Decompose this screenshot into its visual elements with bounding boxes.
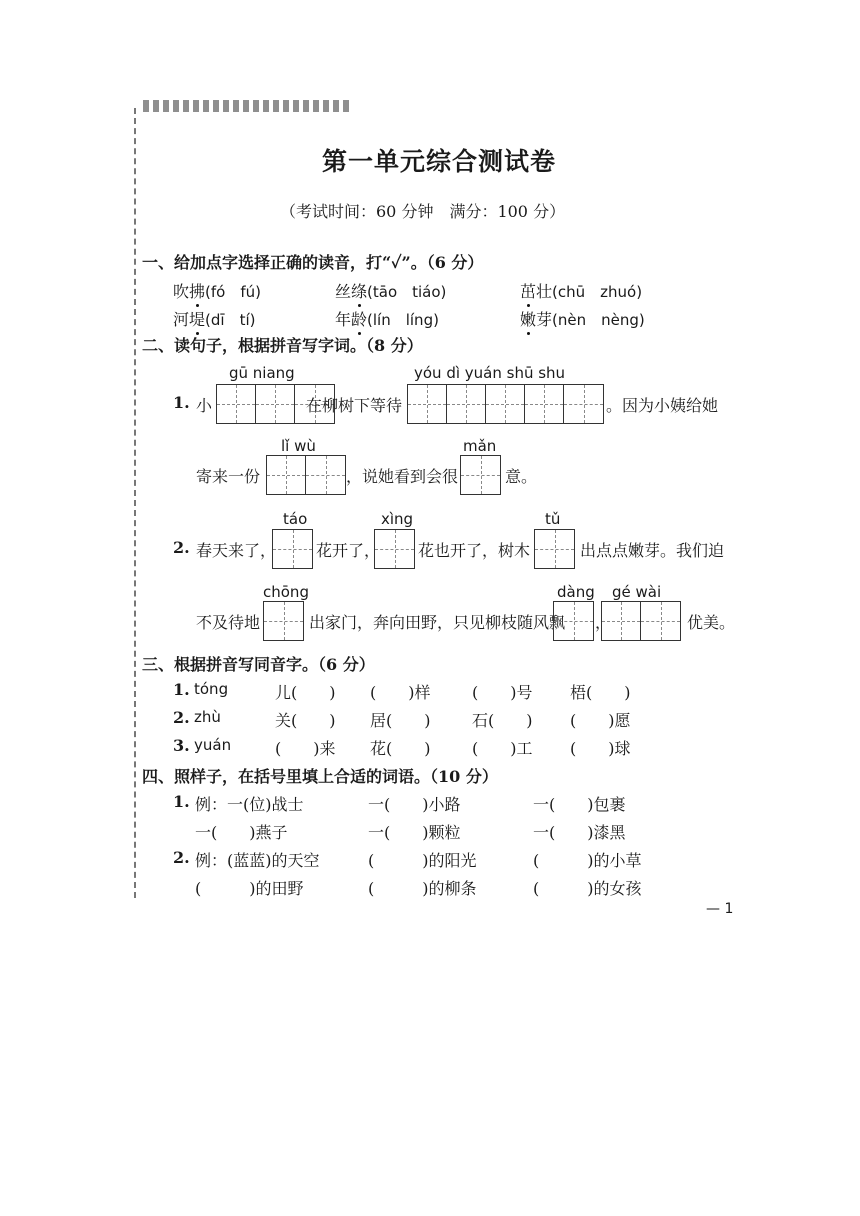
s4-r2-col-1: 一( )燕子: [195, 823, 288, 842]
s1-item-2: 丝绦(tāo tiáo): [335, 279, 446, 302]
s2-q2-pinyin-5: dàng: [557, 583, 595, 601]
s2-q2-text-1: 春天来了，: [196, 541, 277, 560]
s2-q1-text-1: 小: [196, 396, 213, 415]
s2-q2-pinyin-3: tǔ: [545, 510, 561, 528]
binding-strip: [143, 100, 353, 112]
s3-row-2-pinyin: zhù: [194, 708, 221, 726]
s2-q2-pinyin-2: xìng: [381, 510, 414, 528]
s2-q1-writing-grid-4[interactable]: [460, 455, 501, 495]
s3-row-2-col-2: 居( ): [370, 711, 431, 730]
s3-row-1-col-3: ( )号: [472, 683, 533, 702]
s2-q1-text-5: ，说她看到会很: [346, 467, 459, 486]
s1-item-3: 茁壮(chū zhuó): [520, 279, 642, 302]
s4-r4-col-2: ( )的柳条: [368, 879, 477, 898]
s3-row-2-col-3: 石( ): [472, 711, 533, 730]
s2-q1-text-3: 。因为小姨给她: [606, 396, 719, 415]
s2-q1-number: 1.: [173, 393, 190, 412]
s3-row-1-pinyin: tóng: [194, 680, 229, 698]
page-subtitle: （考试时间：60 分钟 满分：100 分）: [280, 202, 566, 221]
s2-q1-pinyin-1: gū niang: [229, 364, 295, 382]
s3-row-1-number: 1.: [173, 680, 190, 699]
s2-q2-text-8: 优美。: [687, 613, 736, 632]
section-1-heading: 一、给加点字选择正确的读音，打“✓”。（6 分）: [142, 253, 484, 272]
s2-q1-text-4: 寄来一份: [196, 467, 261, 486]
s3-row-3-number: 3.: [173, 736, 190, 755]
s2-q2-text-2: 花开了，: [316, 541, 381, 560]
s2-q1-text-6: 意。: [505, 467, 538, 486]
s2-q1-text-2: 在柳树下等待: [306, 396, 403, 415]
s2-q2-writing-grid-4[interactable]: [263, 601, 304, 641]
page-title: 第一单元综合测试卷: [322, 147, 557, 176]
s4-r2-col-3: 一( )漆黑: [533, 823, 626, 842]
s3-row-1-col-2: ( )样: [370, 683, 431, 702]
s4-r3-col-3: ( )的小草: [533, 851, 642, 870]
s4-r4-col-1: ( )的田野: [195, 879, 304, 898]
page-number: — 1: [706, 901, 734, 917]
s2-q1-pinyin-4: mǎn: [463, 437, 497, 455]
s2-q2-writing-grid-6[interactable]: [601, 601, 681, 641]
s1-item-4: 河堤(dī tí): [173, 307, 255, 330]
s2-q1-writing-grid-3[interactable]: [266, 455, 346, 495]
s4-r1-col-2: 一( )小路: [368, 795, 461, 814]
s3-row-3-pinyin: yuán: [194, 736, 232, 754]
s2-q2-text-6: 出家门，奔向田野，只见柳枝随风飘: [309, 613, 566, 632]
s1-item-6: 嫩芽(nèn nèng): [520, 307, 645, 330]
s3-row-1-col-1: 儿( ): [275, 683, 336, 702]
s2-q2-text-4: 出点点嫩芽。我们迫: [580, 541, 725, 560]
s3-row-3-col-3: ( )工: [472, 739, 533, 758]
s2-q2-writing-grid-3[interactable]: [534, 529, 575, 569]
binding-line: [134, 108, 136, 898]
s2-q2-text-3: 花也开了，树木: [418, 541, 531, 560]
s2-q2-text-7: ，: [595, 613, 612, 632]
s2-q1-pinyin-2: yóu dì yuán shū shu: [414, 364, 566, 382]
s4-r3-col-2: ( )的阳光: [368, 851, 477, 870]
s2-q1-writing-grid-2[interactable]: [407, 384, 604, 424]
s2-q2-writing-grid-2[interactable]: [374, 529, 415, 569]
s2-q2-pinyin-4: chōng: [263, 583, 309, 601]
s3-row-1-col-4: 梧( ): [570, 683, 631, 702]
s2-q2-text-5: 不及待地: [196, 613, 261, 632]
s3-row-2-col-1: 关( ): [275, 711, 336, 730]
s4-q1-number: 1.: [173, 792, 190, 811]
s3-row-2-col-4: ( )愿: [570, 711, 631, 730]
section-4-heading: 四、照样子，在括号里填上合适的词语。（10 分）: [142, 767, 498, 786]
section-3-heading: 三、根据拼音写同音字。（6 分）: [142, 655, 375, 674]
s4-q2-number: 2.: [173, 848, 190, 867]
s4-r1-col-3: 一( )包裹: [533, 795, 626, 814]
s3-row-3-col-1: ( )来: [275, 739, 336, 758]
s2-q2-number: 2.: [173, 538, 190, 557]
s3-row-3-col-4: ( )球: [570, 739, 631, 758]
s4-r2-col-2: 一( )颗粒: [368, 823, 461, 842]
s3-row-3-col-2: 花( ): [370, 739, 431, 758]
s2-q2-pinyin-6: gé wài: [612, 583, 662, 601]
s2-q2-writing-grid-1[interactable]: [272, 529, 313, 569]
s2-q1-pinyin-3: lǐ wù: [281, 437, 316, 455]
s4-r4-col-3: ( )的女孩: [533, 879, 642, 898]
s3-row-2-number: 2.: [173, 708, 190, 727]
s1-item-5: 年龄(lín líng): [335, 307, 439, 330]
section-2-heading: 二、读句子，根据拼音写字词。（8 分）: [142, 336, 423, 355]
s2-q2-writing-grid-5[interactable]: [553, 601, 594, 641]
s1-item-1: 吹拂(fó fú): [173, 279, 261, 302]
s4-r1-col-1: 例：一(位)战士: [195, 795, 304, 814]
s4-r3-col-1: 例：(蓝蓝)的天空: [195, 851, 320, 870]
s2-q2-pinyin-1: táo: [283, 510, 308, 528]
